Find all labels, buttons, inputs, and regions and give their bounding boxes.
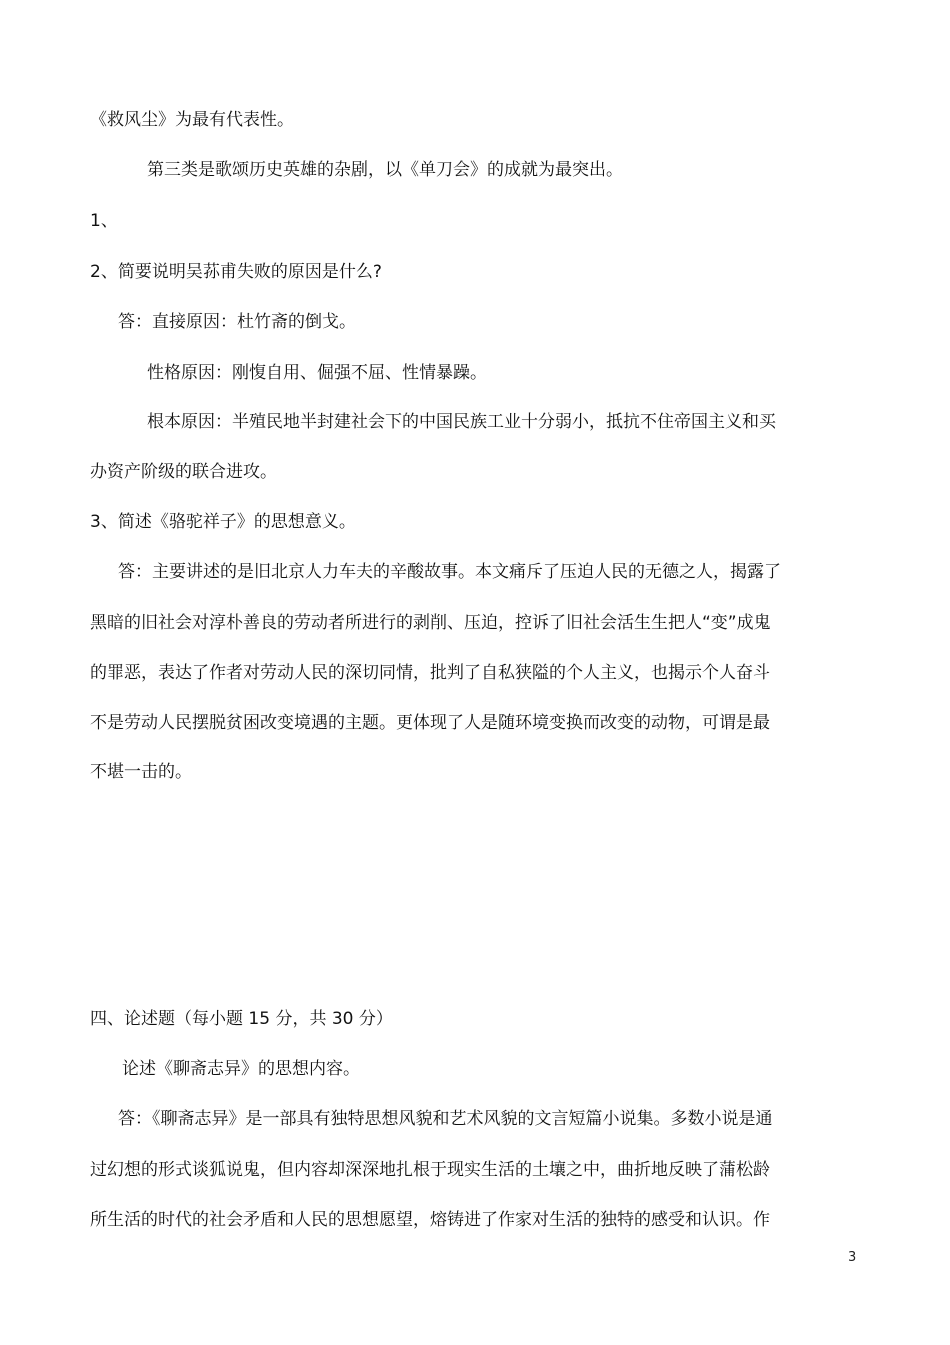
text-line-12: 的罪恶，表达了作者对劳动人民的深切同情，批判了自私狭隘的个人主义，也揭示个人奋斗 <box>90 663 770 683</box>
text-line-2: 第三类是歌颂历史英雄的杂剧，以《单刀会》的成就为最突出。 <box>147 160 623 180</box>
text-line-17: 答：《聊斋志异》是一部具有独特思想风貌和艺术风貌的文言短篇小说集。多数小说是通 <box>118 1109 773 1129</box>
text-line-19: 所生活的时代的社会矛盾和人民的思想愿望，熔铸进了作家对生活的独特的感受和认识。作 <box>90 1210 770 1230</box>
essay-question: 论述《聊斋志异》的思想内容。 <box>122 1059 360 1079</box>
text-line-18: 过幻想的形式谈狐说鬼，但内容却深深地扎根于现实生活的土壤之中，曲折地反映了蒲松龄 <box>90 1160 770 1180</box>
question-2-heading: 2、简要说明吴荪甫失败的原因是什么? <box>90 262 382 282</box>
text-line-1: 《救风尘》为最有代表性。 <box>90 110 294 130</box>
text-line-8: 办资产阶级的联合进攻。 <box>90 462 277 482</box>
text-line-11: 黑暗的旧社会对淳朴善良的劳动者所进行的剥削、压迫，控诉了旧社会活生生把人“变”成鬼 <box>90 613 771 633</box>
text-line-7: 根本原因：半殖民地半封建社会下的中国民族工业十分弱小，抵抗不住帝国主义和买 <box>147 412 776 432</box>
text-line-6: 性格原因：刚愎自用、倔强不屈、性情暴躁。 <box>147 363 487 383</box>
question-3-heading: 3、简述《骆驼祥子》的思想意义。 <box>90 512 356 532</box>
text-line-13: 不是劳动人民摆脱贫困改变境遇的主题。更体现了人是随环境变换而改变的动物，可谓是最 <box>90 713 770 733</box>
text-line-5: 答：直接原因：杜竹斋的倒戈。 <box>118 312 356 332</box>
text-line-14: 不堪一击的。 <box>90 762 192 782</box>
page-number: 3 <box>848 1250 857 1265</box>
text-line-3: 1、 <box>90 211 118 231</box>
text-line-10: 答：主要讲述的是旧北京人力车夫的辛酸故事。本文痛斥了压迫人民的无德之人，揭露了 <box>118 562 781 582</box>
section-4-heading: 四、论述题（每小题 15 分，共 30 分） <box>90 1009 393 1029</box>
